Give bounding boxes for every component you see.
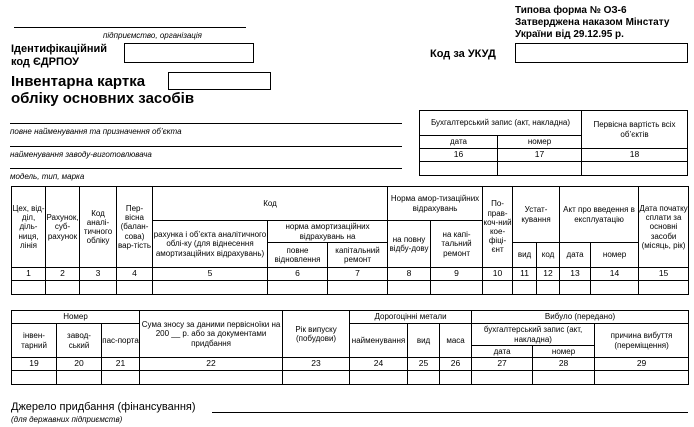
- disposal-header: Вибуло (передано): [472, 311, 689, 324]
- accounting-table: [419, 110, 688, 176]
- value-cell[interactable]: [537, 281, 560, 295]
- value-cell[interactable]: [153, 281, 268, 295]
- column-number: 8: [388, 268, 431, 281]
- precious-header: Дорогоцінні метали: [350, 311, 472, 324]
- form-date: України від 29.12.95 р.: [515, 29, 624, 40]
- value-cell[interactable]: [80, 281, 117, 295]
- value-cell[interactable]: [483, 281, 513, 295]
- value-cell[interactable]: [560, 281, 591, 295]
- precious-kind-header: вид: [408, 324, 440, 358]
- form-approved: Затверджена наказом Мінстату: [515, 17, 670, 28]
- full-name-label: повне найменування та призначення об’єкта: [10, 127, 182, 136]
- value-cell[interactable]: [440, 371, 472, 385]
- column-number: 27: [472, 358, 533, 371]
- value-cell[interactable]: [388, 281, 431, 295]
- value-cell[interactable]: [420, 162, 498, 176]
- norm-capital-header: на капі-тальний ремонт: [431, 221, 483, 268]
- ukud-label: Код за УКУД: [430, 48, 496, 60]
- column-number: 9: [431, 268, 483, 281]
- bottom-table: [11, 310, 689, 385]
- source-note: (для державних підприємств): [11, 415, 123, 424]
- column-number: 5: [153, 268, 268, 281]
- initial-cost-header: Первісна вартість всіх об’єктів: [582, 111, 688, 149]
- precious-name-header: найменування: [350, 324, 408, 358]
- value-cell[interactable]: [57, 371, 102, 385]
- precious-mass-header: маса: [440, 324, 472, 358]
- column-number: 1: [12, 268, 46, 281]
- date-header: дата: [420, 136, 498, 149]
- column-number: 26: [440, 358, 472, 371]
- equipment-header: Устат-кування: [513, 187, 560, 243]
- column-number: 16: [420, 149, 498, 162]
- enterprise-label: підприємство, організація: [103, 31, 202, 40]
- id-code-label: Ідентифікаційний код ЄДРПОУ: [11, 43, 108, 68]
- column-number: 18: [582, 149, 688, 162]
- disposal-date-header: дата: [472, 346, 533, 358]
- value-cell[interactable]: [472, 371, 533, 385]
- initial-value-header: Пер-вісна (балан-сова) вар-тість: [117, 187, 153, 268]
- enterprise-line: [14, 27, 246, 28]
- main-table: [11, 186, 689, 295]
- column-number: 21: [102, 358, 140, 371]
- number-header: Номер: [12, 311, 140, 324]
- value-cell[interactable]: [102, 371, 140, 385]
- column-number: 23: [283, 358, 350, 371]
- value-cell[interactable]: [12, 281, 46, 295]
- factory-header: завод-ський: [57, 324, 102, 358]
- disposal-number-header: номер: [533, 346, 595, 358]
- norm-full-header: на повну відбу-дову: [388, 221, 431, 268]
- norm-code-header: норма амортизаційних відрахувань на: [268, 221, 388, 243]
- analytic-code-header: Код аналі-тичного обліку: [80, 187, 117, 268]
- column-number: 29: [595, 358, 689, 371]
- passport-header: пас-порта: [102, 324, 140, 358]
- column-number: 6: [268, 268, 328, 281]
- kind-header: вид: [513, 243, 537, 268]
- value-cell[interactable]: [431, 281, 483, 295]
- act-date-header: дата: [560, 243, 591, 268]
- year-header: Рік випуску (побудови): [283, 311, 350, 358]
- column-number: 13: [560, 268, 591, 281]
- source-label: Джерело придбання (фінансування): [11, 401, 196, 413]
- value-cell[interactable]: [639, 281, 689, 295]
- disposal-reason-header: причина вибуття (переміщення): [595, 324, 689, 358]
- value-cell[interactable]: [46, 281, 80, 295]
- column-number: 14: [591, 268, 639, 281]
- ukud-field[interactable]: [515, 43, 688, 63]
- subaccount-header: Рахунок, суб-рахунок: [46, 187, 80, 268]
- column-number: 3: [80, 268, 117, 281]
- column-number: 28: [533, 358, 595, 371]
- column-number: 11: [513, 268, 537, 281]
- value-cell[interactable]: [117, 281, 153, 295]
- inventory-header: інвен-тарний: [12, 324, 57, 358]
- value-cell[interactable]: [140, 371, 283, 385]
- form-number: Типова форма № ОЗ-6: [515, 5, 627, 16]
- capital-repair-header: капітальний ремонт: [328, 243, 388, 268]
- column-number: 17: [498, 149, 582, 162]
- source-line[interactable]: [212, 412, 688, 413]
- full-name-line: [10, 123, 402, 124]
- column-number: 22: [140, 358, 283, 371]
- model-line: [10, 168, 402, 169]
- column-number: 4: [117, 268, 153, 281]
- code-short-header: код: [537, 243, 560, 268]
- value-cell[interactable]: [591, 281, 639, 295]
- column-number: 7: [328, 268, 388, 281]
- coef-header: По-прав-коч-ний кое-фіці-єнт: [483, 187, 513, 268]
- column-number: 2: [46, 268, 80, 281]
- wear-sum-header: Сума зносу за даними первісноїки на 200 __ р. або за документами придбання: [140, 311, 283, 358]
- payment-date-header: Дата початку сплати за основні засоби (місяць, рік): [639, 187, 689, 268]
- value-cell[interactable]: [268, 281, 328, 295]
- value-cell[interactable]: [498, 162, 582, 176]
- account-code-header: рахунка і об’єкта аналітичного облі-ку (для віднесення амортизаційних відрахувань): [153, 221, 268, 268]
- value-cell[interactable]: [328, 281, 388, 295]
- disposal-record-header: бухгалтерський запис (акт, накладна): [472, 324, 595, 346]
- full-restore-header: повне відновлення: [268, 243, 328, 268]
- norm-header: Норма амор-тизаційних відрахувань: [388, 187, 483, 221]
- value-cell[interactable]: [408, 371, 440, 385]
- value-cell[interactable]: [513, 281, 537, 295]
- code-header: Код: [153, 187, 388, 221]
- act-header: Акт про введення в експлуатацію: [560, 187, 639, 243]
- column-number: 15: [639, 268, 689, 281]
- value-cell[interactable]: [533, 371, 595, 385]
- column-number: 12: [537, 268, 560, 281]
- id-code-field[interactable]: [124, 43, 254, 63]
- value-cell[interactable]: [283, 371, 350, 385]
- value-cell[interactable]: [595, 371, 689, 385]
- card-number-field[interactable]: [168, 72, 271, 90]
- value-cell[interactable]: [350, 371, 408, 385]
- column-number: 10: [483, 268, 513, 281]
- manufacturer-line: [10, 146, 402, 147]
- column-number: 25: [408, 358, 440, 371]
- number-header: номер: [498, 136, 582, 149]
- value-cell[interactable]: [12, 371, 57, 385]
- page-title: Інвентарна картка обліку основних засобів: [11, 73, 195, 107]
- column-number: 24: [350, 358, 408, 371]
- manufacturer-label: найменування заводу-виготовлювача: [10, 150, 152, 159]
- column-number: 19: [12, 358, 57, 371]
- model-label: модель, тип, марка: [10, 172, 85, 181]
- accounting-record-header: Бухгалтерський запис (акт, накладна): [420, 111, 582, 136]
- column-number: 20: [57, 358, 102, 371]
- shop-header: Цех, від-діл, діль-ниця, лінія: [12, 187, 46, 268]
- value-cell[interactable]: [582, 162, 688, 176]
- act-number-header: номер: [591, 243, 639, 268]
